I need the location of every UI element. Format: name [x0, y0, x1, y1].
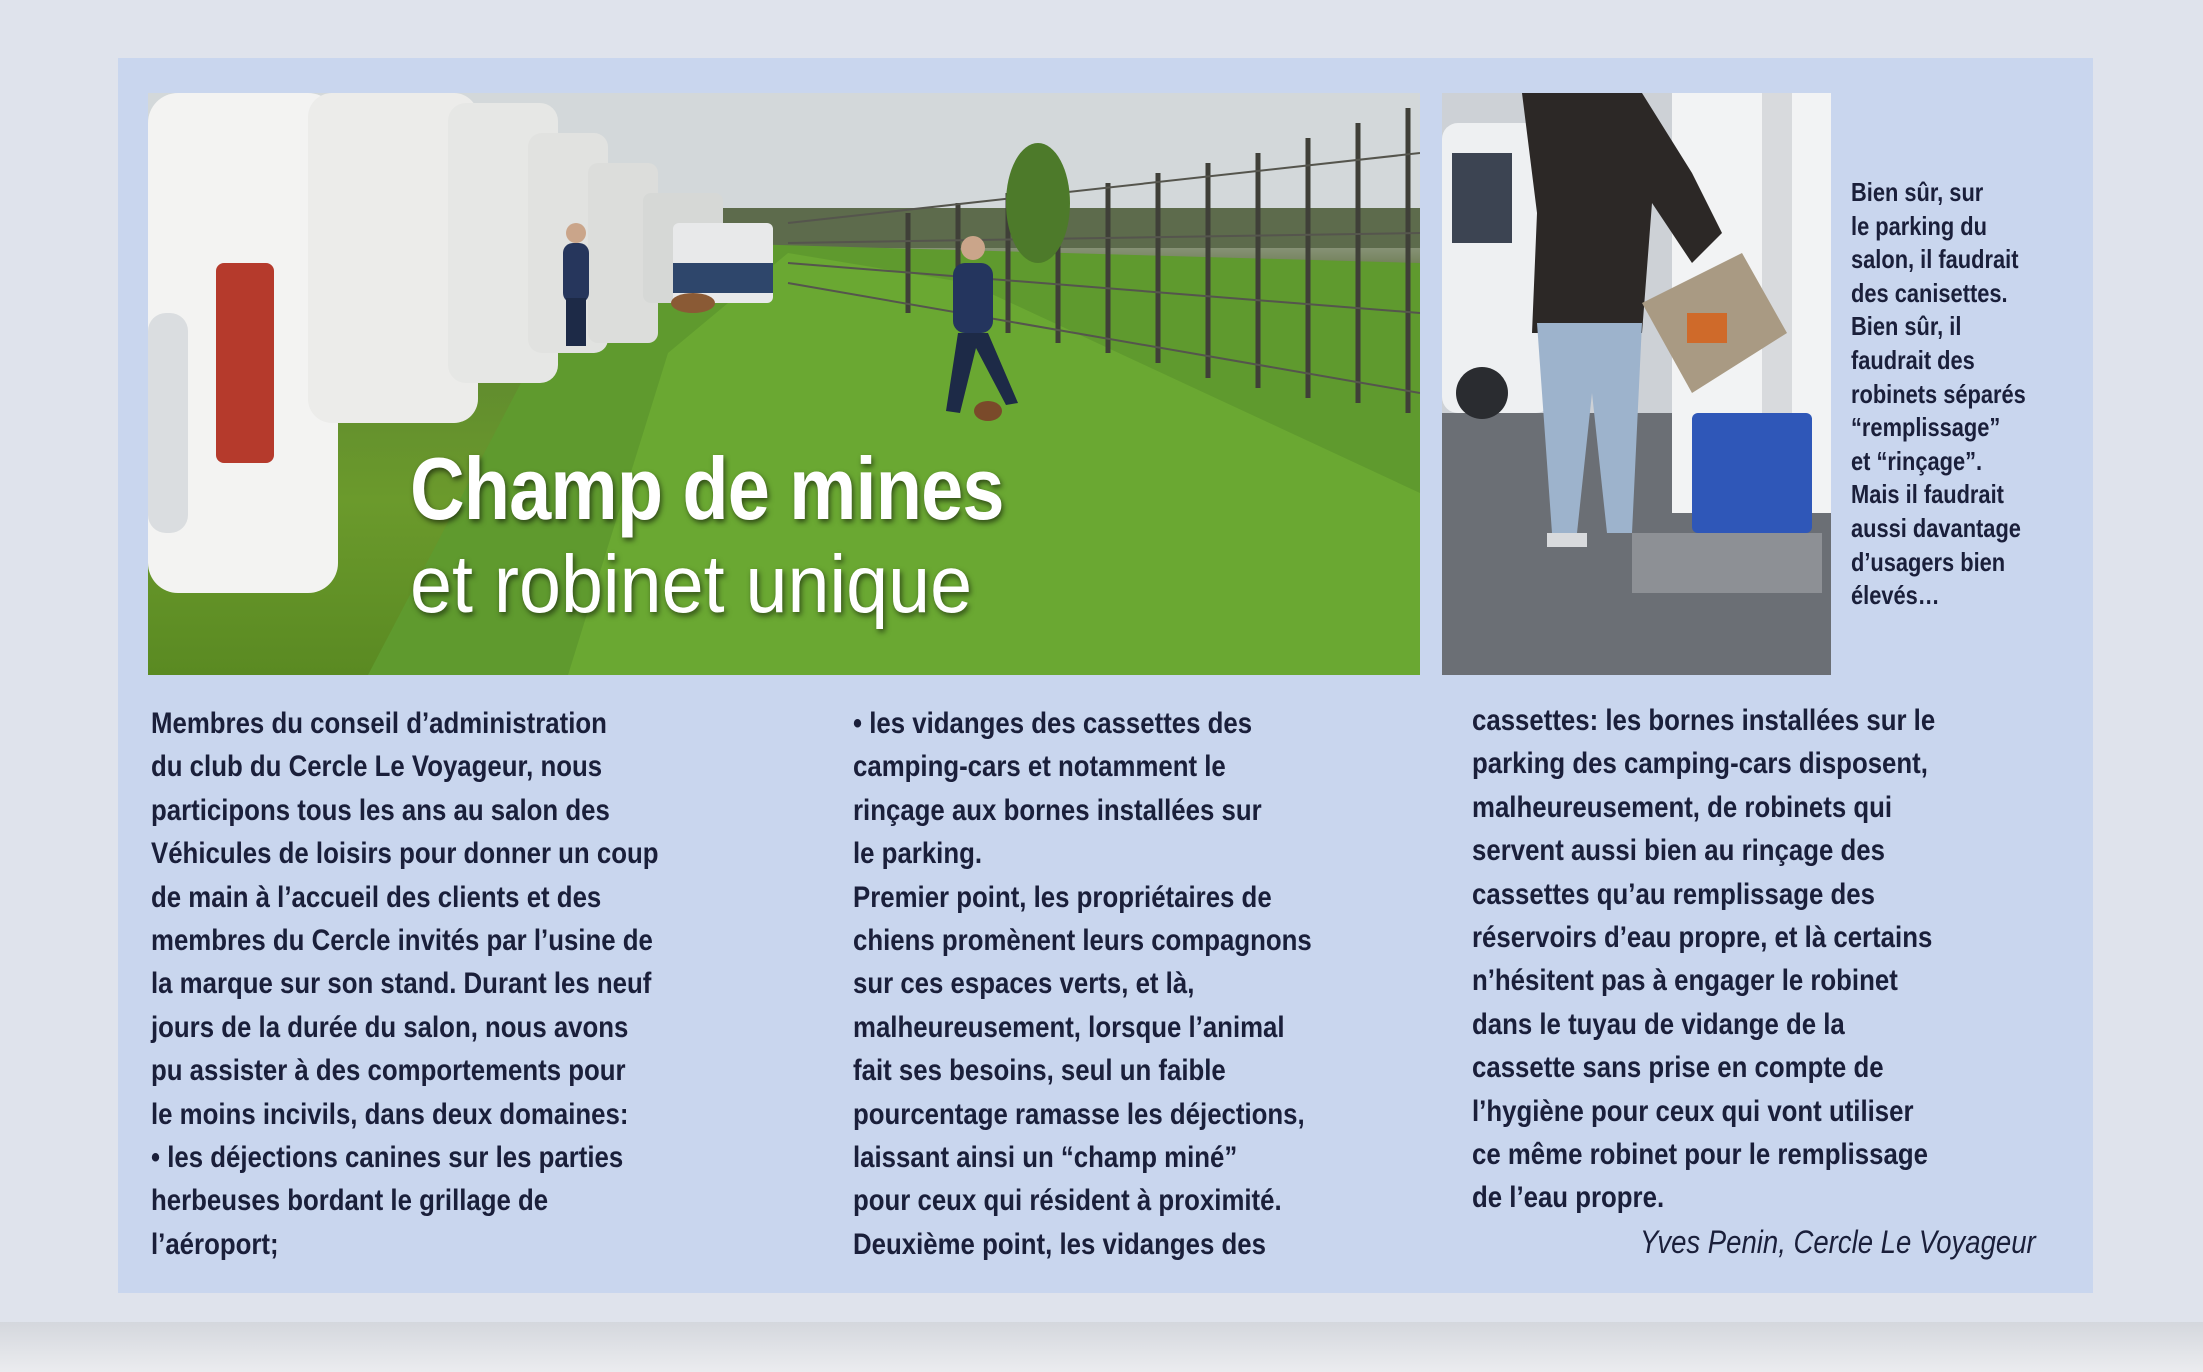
body-text-line: cassettes qu’au remplissage des	[1472, 877, 1875, 911]
body-text-line: n’hésitent pas à engager le robinet	[1472, 964, 1898, 998]
caption-line: des canisettes.	[1851, 277, 2008, 308]
body-text-line: Deuxième point, les vidanges des	[853, 1227, 1266, 1261]
body-text-line: malheureusement, de robinets qui	[1472, 790, 1893, 824]
photo-caption	[1851, 176, 2044, 613]
headline-main: Champ de mines	[410, 439, 1004, 538]
body-text-line: participons tous les ans au salon des	[151, 793, 610, 827]
body-text-line: pu assister à des comportements pour	[151, 1054, 626, 1088]
body-text-line: pour ceux qui résident à proximité.	[853, 1184, 1282, 1218]
body-text-line: l’aéroport;	[151, 1227, 279, 1261]
text-column-3	[1472, 699, 1935, 1220]
body-text-line: de main à l’accueil des clients et des	[151, 880, 602, 914]
body-text-line: herbeuses bordant le grillage de	[151, 1184, 549, 1218]
body-text-line: jours de la durée du salon, nous avons	[151, 1010, 629, 1044]
body-text-line: malheureusement, lorsque l’animal	[853, 1010, 1285, 1044]
body-text-line: du club du Cercle Le Voyageur, nous	[151, 750, 603, 784]
caption-line: salon, il faudrait	[1851, 244, 2019, 275]
body-text-line: • les vidanges des cassettes des	[853, 707, 1253, 740]
text-column-2	[853, 702, 1312, 1266]
body-text-line: servent aussi bien au rinçage des	[1472, 834, 1885, 868]
caption-line: aussi davantage	[1851, 512, 2021, 543]
body-text-line: l’hygiène pour ceux qui vont utiliser	[1472, 1094, 1914, 1128]
body-text-line: de l’eau propre.	[1472, 1181, 1665, 1215]
author-signature: Yves Penin, Cercle Le Voyageur	[1640, 1224, 2036, 1260]
caption-line: et “rinçage”.	[1851, 445, 1983, 476]
caption-line: le parking du	[1851, 210, 1987, 241]
caption-line: Bien sûr, il	[1851, 311, 1962, 342]
body-text-line: cassette sans prise en compte de	[1472, 1051, 1884, 1085]
text-column-1	[151, 702, 658, 1266]
caption-line: faudrait des	[1851, 344, 1975, 375]
body-text-line: membres du Cercle invités par l’usine de	[151, 923, 653, 957]
body-text-line: parking des camping-cars disposent,	[1472, 747, 1928, 781]
main-photo	[148, 93, 1420, 675]
body-text-line: le parking.	[853, 837, 983, 871]
body-text-line: Membres du conseil d’administration	[151, 707, 607, 740]
side-photo-illustration	[1442, 93, 1831, 675]
body-text-line: laissant ainsi un “champ miné”	[853, 1140, 1238, 1174]
caption-line: Mais il faudrait	[1851, 479, 2004, 510]
body-text-line: dans le tuyau de vidange de la	[1472, 1007, 1845, 1041]
caption-line: “remplissage”	[1851, 412, 2001, 443]
body-text-line: sur ces espaces verts, et là,	[853, 967, 1195, 1001]
body-text-line: camping-cars et notamment le	[853, 750, 1226, 784]
caption-line: d’usagers bien	[1851, 546, 2006, 577]
side-photo	[1442, 93, 1831, 675]
paper-edge	[0, 1322, 2203, 1372]
body-text-line: ce même robinet pour le remplissage	[1472, 1137, 1928, 1171]
body-text-line: fait ses besoins, seul un faible	[853, 1054, 1226, 1088]
body-text-line: réservoirs d’eau propre, et là certains	[1472, 920, 1933, 954]
body-text-line: la marque sur son stand. Durant les neuf	[151, 967, 652, 1001]
caption-line: Bien sûr, sur	[1851, 177, 1984, 207]
headline-sub: et robinet unique	[410, 539, 973, 630]
body-text-line: cassettes: les bornes installées sur le	[1472, 704, 1936, 737]
body-text-line: Premier point, les propriétaires de	[853, 880, 1272, 914]
body-text-line: rinçage aux bornes installées sur	[853, 793, 1262, 827]
headline	[410, 441, 1100, 633]
body-text-line: le moins incivils, dans deux domaines:	[151, 1097, 629, 1131]
caption-line: élevés…	[1851, 580, 1940, 611]
caption-line: robinets séparés	[1851, 378, 2026, 409]
body-text-line: Véhicules de loisirs pour donner un coup	[151, 837, 659, 871]
body-text-line: pourcentage ramasse les déjections,	[853, 1097, 1305, 1131]
body-text-line: chiens promènent leurs compagnons	[853, 923, 1312, 957]
body-text-line: • les déjections canines sur les parties	[151, 1140, 624, 1174]
